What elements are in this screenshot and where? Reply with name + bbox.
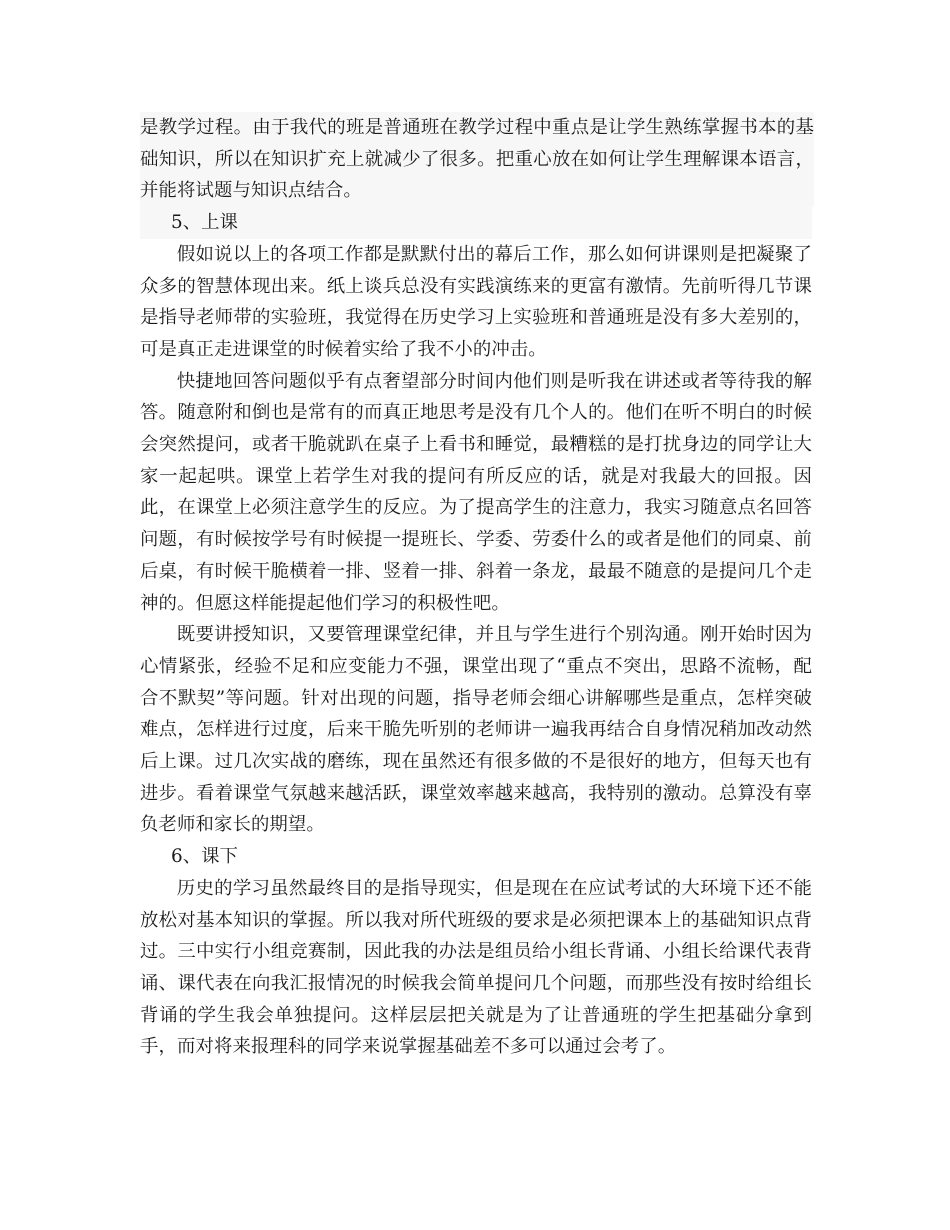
section-5-heading: 5、上课 bbox=[140, 207, 812, 239]
section-6-paragraph-1: 历史的学习虽然最终目的是指导现实，但是现在在应试考试的大环境下还不能放松对基本知识的掌握。所以我对所代班级的要求是必须把课本上的基础知识点背过。三中实行小组竞赛制，因此我的办法是组员给小组长背诵、小组长给课代表背诵、课代表在向我汇报情况的时候我会简单提问几个问题，而那些没有按时给组长背诵的学生我会单独提问。这样层层把关就是为了让普通班的学生把基础分拿到手，而对将来报理科的同学来说掌握基础差不多可以通过会考了。 bbox=[140, 877, 812, 1058]
section-5-paragraph-3: 既要讲授知识，又要管理课堂纪律，并且与学生进行个别沟通。刚开始时因为心情紧张，经验不足和应变能力不强，课堂出现了“重点不突出，思路不流畅，配合不默契”等问题。针对出现的问题，指导老师会细心讲解哪些是重点，怎样突破难点，怎样进行过度，后来干脆先听别的老师讲一遍我再结合自身情况稍加改动然后上课。过几次实战的磨练，现在虽然还有很多做的不是很好的地方，但每天也有进步。看着课堂气氛越来越活跃，课堂效率越来越高，我特别的激动。总算没有辜负老师和家长的期望。 bbox=[140, 624, 812, 836]
document-body bbox=[140, 112, 812, 1063]
section-5-paragraph-2: 快捷地回答问题似乎有点奢望部分时间内他们则是听我在讲述或者等待我的解答。随意附和倒也是常有的而真正地思考是没有几个人的。他们在听不明白的时候会突然提问，或者干脆就趴在桌子上看书和睡觉，最糟糕的是打扰身边的同学让大家一起起哄。课堂上若学生对我的提问有所反应的话，就是对我最大的回报。因此，在课堂上必须注意学生的反应。为了提高学生的注意力，我实习随意点名回答问题，有时候按学号有时候提一提班长、学委、劳委什么的或者是他们的同桌、前后桌，有时候干脆横着一排、竖着一排、斜着一条龙，最最不随意的是提问几个走神的。但愿这样能提起他们学习的积极性吧。 bbox=[140, 370, 812, 614]
section-5-paragraph-1: 假如说以上的各项工作都是默默付出的幕后工作，那么如何讲课则是把凝聚了众多的智慧体现出来。纸上谈兵总没有实践演练来的更富有激情。先前听得几节课是指导老师带的实验班，我觉得在历史学习上实验班和普通班是没有多大差别的，可是真正走进课堂的时候着实给了我不小的冲击。 bbox=[140, 243, 812, 360]
intro-paragraph: 是教学过程。由于我代的班是普通班在教学过程中重点是让学生熟练掌握书本的基础知识，所以在知识扩充上就减少了很多。把重心放在如何让学生理解课本语言，并能将试题与知识点结合。 bbox=[140, 112, 814, 207]
section-6-heading: 6、课下 bbox=[171, 846, 238, 868]
